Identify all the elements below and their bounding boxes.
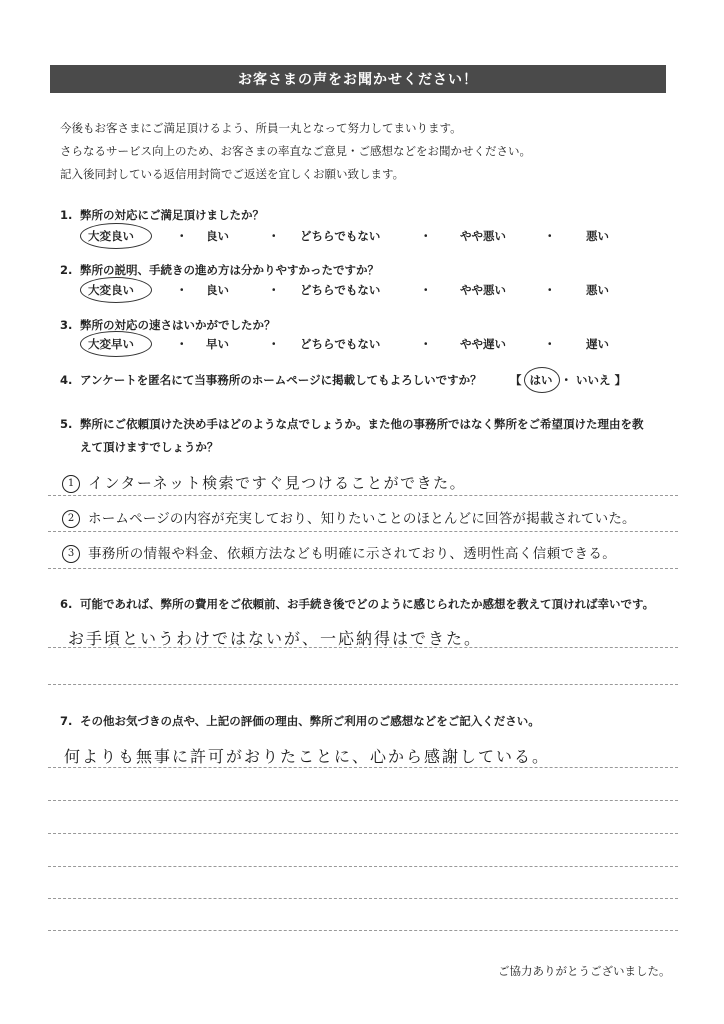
separator-dot: ・: [544, 229, 556, 243]
answer-line: [48, 866, 678, 867]
bracket-close: 】: [614, 373, 627, 387]
q4-options: [510, 372, 626, 388]
question-number: 1.: [60, 208, 73, 222]
q3-option-3[interactable]: どちらでもない: [300, 337, 381, 351]
separator-dot: ・: [268, 229, 280, 243]
question-number: 3.: [60, 318, 73, 332]
separator-dot: ・: [560, 373, 573, 387]
question-6: [60, 596, 654, 612]
separator-dot: ・: [176, 337, 188, 351]
separator-dot: ・: [176, 229, 188, 243]
enumeration-mark: 3: [62, 545, 80, 563]
answer-line: [48, 531, 678, 532]
q4-option-yes-wrap: [526, 372, 557, 388]
answer-line: [48, 495, 678, 496]
answer-text: インターネット検索ですぐ見つけることができた。: [88, 474, 467, 492]
footer-thanks: ご協力ありがとうございました。: [498, 964, 671, 978]
question-5: [60, 416, 644, 432]
bracket-open: 【: [510, 373, 522, 387]
q3-option-2[interactable]: 早い: [206, 337, 229, 351]
separator-dot: ・: [176, 283, 188, 297]
q1-option-5[interactable]: 悪い: [586, 229, 609, 243]
answer-text: ホームページの内容が充実しており、知りたいことのほとんどに回答が掲載されていた。: [88, 511, 636, 527]
answer-text: 事務所の情報や料金、依頼方法なども明確に示されており、透明性高く信頼できる。: [88, 546, 617, 562]
separator-dot: ・: [268, 283, 280, 297]
answer-line: [48, 568, 678, 569]
question-text: その他お気づきの点や、上記の評価の理由、弊所ご利用のご感想などをご記入ください。: [80, 714, 540, 728]
intro-line-3: 記入後同封している返信用封筒でご返送を宜しくお願い致します。: [60, 167, 405, 181]
q1-option-3[interactable]: どちらでもない: [300, 229, 381, 243]
separator-dot: ・: [544, 337, 556, 351]
question-5-line-2: えて頂けますでしょうか？: [80, 440, 219, 454]
question-text: 弊所の説明、手続きの進め方は分かりやすかったですか？: [80, 263, 379, 277]
q1-option-4[interactable]: やや悪い: [460, 229, 506, 243]
q3-options: [78, 336, 638, 356]
answer-line: [48, 898, 678, 899]
separator-dot: ・: [268, 337, 280, 351]
q6-answer[interactable]: お手頃というわけではないが、一応納得はできた。: [68, 629, 483, 648]
question-1: [60, 207, 264, 223]
q4-option-yes[interactable]: はい: [529, 373, 553, 387]
answer-line: [48, 684, 678, 685]
question-4: [60, 372, 482, 388]
question-text: 可能であれば、弊所の費用をご依頼前、お手続き後でどのように感じられたか感想を教えて頂ければ幸いです。: [80, 597, 655, 611]
intro-line-1: 今後もお客さまにご満足頂けるよう、所員一丸となって努力してまいります。: [60, 121, 462, 135]
separator-dot: ・: [420, 337, 432, 351]
q5-answer-3[interactable]: [62, 542, 616, 563]
q2-option-3[interactable]: どちらでもない: [300, 283, 381, 297]
q7-answer[interactable]: 何よりも無事に許可がおりたことに、心から感謝している。: [64, 747, 551, 766]
q2-option-2[interactable]: 良い: [206, 283, 229, 297]
separator-dot: ・: [420, 283, 432, 297]
answer-line: [48, 800, 678, 801]
page-title: お客さまの声をお聞かせください！: [50, 65, 666, 93]
question-number: 5.: [60, 417, 73, 431]
q2-option-5[interactable]: 悪い: [586, 283, 609, 297]
question-7: [60, 713, 540, 729]
enumeration-mark: 1: [62, 475, 80, 493]
q5-answer-1[interactable]: [62, 472, 466, 493]
q3-option-4[interactable]: やや遅い: [460, 337, 506, 351]
question-text: アンケートを匿名にて当事務所のホームページに掲載してもよろしいですか？: [80, 373, 482, 387]
q4-option-no[interactable]: いいえ: [576, 373, 611, 387]
answer-line: [48, 767, 678, 768]
question-3: [60, 317, 276, 333]
q1-option-2[interactable]: 良い: [206, 229, 229, 243]
question-number: 6.: [60, 597, 73, 611]
q5-answer-2[interactable]: [62, 507, 636, 528]
question-number: 2.: [60, 263, 73, 277]
question-text: 弊所の対応の速さはいかがでしたか？: [80, 318, 276, 332]
question-text: 弊所の対応にご満足頂けましたか？: [80, 208, 264, 222]
q3-option-1[interactable]: 大変早い: [88, 337, 134, 351]
q2-options: [78, 282, 638, 302]
selection-circle: [524, 367, 560, 393]
question-number: 4.: [60, 373, 73, 387]
question-2: [60, 262, 379, 278]
answer-line: [48, 833, 678, 834]
separator-dot: ・: [544, 283, 556, 297]
answer-line: [48, 930, 678, 931]
intro-line-2: さらなるサービス向上のため、お客さまの率直なご意見・ご感想などをお聞かせください。: [60, 144, 532, 158]
q1-option-1[interactable]: 大変良い: [88, 229, 134, 243]
answer-line: [48, 647, 678, 648]
separator-dot: ・: [420, 229, 432, 243]
enumeration-mark: 2: [62, 510, 80, 528]
question-number: 7.: [60, 714, 73, 728]
question-text-line-1: 弊所にご依頼頂けた決め手はどのような点でしょうか。また他の事務所ではなく弊所をご希望頂けた理由を教: [80, 417, 644, 431]
q2-option-4[interactable]: やや悪い: [460, 283, 506, 297]
q2-option-1[interactable]: 大変良い: [88, 283, 134, 297]
q1-options: [78, 228, 638, 248]
q3-option-5[interactable]: 遅い: [586, 337, 609, 351]
